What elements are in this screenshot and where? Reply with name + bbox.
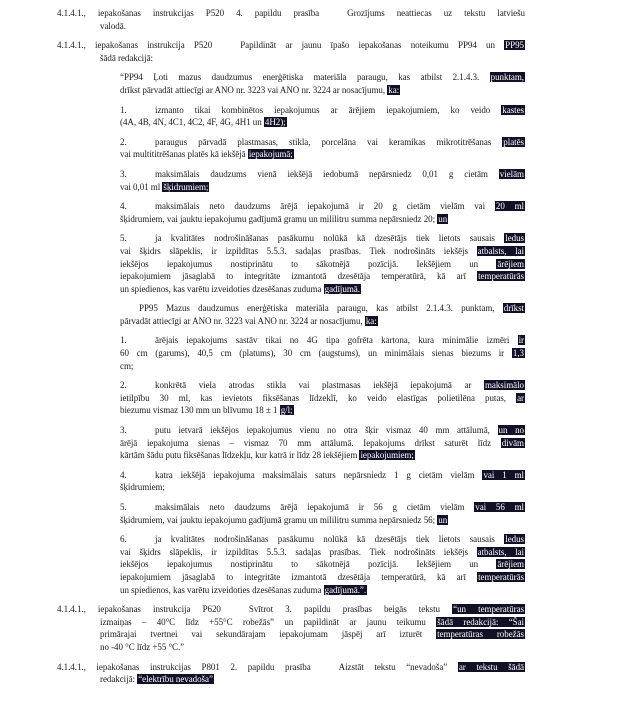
text-run: šādā redakcijā: bbox=[100, 52, 153, 63]
amendment-entry bbox=[57, 7, 525, 32]
text-run: iekšējos iepakojumus nostiprinātu to sākotnējā pozīcijā. Iekšējiem un bbox=[120, 258, 497, 269]
highlighted-text: 1,3 bbox=[512, 348, 524, 359]
highlighted-text: ārējiem bbox=[497, 559, 524, 570]
text-line bbox=[120, 104, 525, 117]
item-number: 1. bbox=[120, 104, 127, 115]
highlighted-text: ir bbox=[518, 335, 524, 346]
amendment-entry bbox=[57, 603, 525, 653]
text-line bbox=[120, 571, 525, 584]
highlighted-text: ar bbox=[517, 392, 524, 403]
text-run: Svītrot 3. papildu prasības beigās tekstu bbox=[248, 604, 453, 615]
entry-reference-label: 4.1.4.1., iepakošanas instrukcija P620 bbox=[57, 604, 221, 615]
numbered-condition-item bbox=[120, 168, 525, 193]
text-run: primārajai tvertnei vai sekundārajam iepakojumam jāspēj arī izturēt bbox=[100, 629, 437, 640]
text-run: Aizstāt tekstu “nevadoša” bbox=[338, 661, 458, 672]
text-run: biezumu vismaz 130 mm un blīvumu 18 ± 1 bbox=[120, 405, 280, 416]
highlighted-text: vai 1 ml bbox=[483, 469, 524, 480]
document-body bbox=[57, 7, 525, 686]
text-line bbox=[120, 200, 525, 213]
text-run: ja kvalitātes nodrošināšanas pasākumu nolūkā kā dzesētājs tiek lietots sausais bbox=[155, 233, 505, 244]
text-line bbox=[100, 628, 525, 641]
text-line bbox=[120, 379, 525, 392]
text-line bbox=[120, 232, 525, 245]
highlighted-text: g/l; bbox=[280, 405, 293, 416]
text-line bbox=[120, 514, 525, 527]
text-line bbox=[100, 616, 525, 629]
text-run: un spiedienos, kas varētu izveidoties dzesēšanas zuduma bbox=[120, 283, 324, 294]
text-line bbox=[120, 116, 525, 129]
highlighted-text: iepakojumā; bbox=[248, 149, 293, 160]
highlighted-text: “elektrību nevadoša” bbox=[138, 674, 213, 685]
highlighted-text: temperatūras robežās bbox=[437, 629, 524, 640]
text-line bbox=[120, 424, 525, 437]
highlighted-text: platēs bbox=[503, 136, 524, 147]
item-number: 2. bbox=[120, 136, 127, 147]
text-run: iepakojumiem jāsaglabā to integritāte izmantotā dzesētāja temperatūrā, kā arī bbox=[120, 271, 478, 282]
text-line bbox=[120, 258, 525, 271]
text-run: vai šķidrs slāpeklis, ir izpildītas 5.5.3. sadaļas prasības. Tiek nodrošināts iekšējs bbox=[120, 245, 477, 256]
text-run: paraugus pārvadā plastmasas, stikla, porcelāna vai keramikas mikrotitrēšanas bbox=[155, 136, 503, 147]
item-number: 3. bbox=[120, 168, 127, 179]
text-line bbox=[120, 449, 525, 462]
text-line bbox=[120, 558, 525, 571]
text-run: Grozījums neattiecas uz tekstu latviešu bbox=[347, 8, 525, 18]
text-line bbox=[120, 136, 525, 149]
text-run: no -40 °C līdz +55 °C.” bbox=[100, 641, 185, 652]
highlighted-text: atbalsts, lai bbox=[477, 245, 524, 256]
text-run: izmaiņas – 40°C līdz +55°C robežās” un papildināt ar jaunu teikumu bbox=[100, 616, 437, 627]
text-run: Papildināt ar jaunu īpašo iepakošanas noteikumu PP94 un bbox=[240, 40, 505, 51]
highlighted-text: maksimālo bbox=[484, 380, 524, 391]
text-line bbox=[120, 213, 525, 226]
text-line bbox=[120, 168, 525, 181]
text-line bbox=[120, 546, 525, 559]
text-line bbox=[57, 39, 525, 52]
item-number: 5. bbox=[120, 233, 127, 244]
text-run: putu ietvarā iekšējos iepakojumus vienu no otra šķir vismaz 40 mm attālumā, bbox=[155, 425, 498, 436]
highlighted-text: atbalsts, lai bbox=[477, 546, 524, 557]
text-run: maksimālais neto daudzums ārējā iepakojumā ir 20 g cietām vielām vai bbox=[155, 201, 495, 212]
entry-reference-label: 4.1.4.1., iepakošanas instrukcijas P801 2. papildu prasība bbox=[57, 661, 311, 672]
text-run: redakcijā: bbox=[100, 674, 138, 685]
highlighted-text: ledus bbox=[505, 233, 524, 244]
highlighted-text: PP95 bbox=[505, 40, 524, 51]
highlighted-text: divām bbox=[501, 437, 524, 448]
text-run: (4A, 4B, 4N, 4C1, 4C2, 4F, 4G, 4H1 un bbox=[120, 117, 264, 128]
numbered-condition-item bbox=[120, 501, 525, 526]
text-run: “PP94 Ļoti mazus daudzumus enerģētiska materiāla paraugu, kas atbilst 2.1.4.3. bbox=[120, 72, 490, 83]
text-run: vai 0,01 ml bbox=[120, 181, 163, 192]
text-run: vai šķidrs slāpeklis, ir izpildītas 5.5.3. sadaļas prasības. Tiek nodrošināts iekšējs bbox=[120, 546, 477, 557]
item-number: 4. bbox=[120, 201, 127, 212]
text-run: vai multititrēšanas platēs kā iekšējā bbox=[120, 149, 248, 160]
highlighted-text: drīkst bbox=[503, 303, 524, 314]
amendment-entry bbox=[57, 39, 525, 64]
highlighted-text: gadījumā.”. bbox=[324, 584, 367, 595]
text-line bbox=[120, 245, 525, 258]
text-line bbox=[120, 315, 525, 328]
text-run: ietilpību 30 ml, kas ievietots fiksēšanas līdzeklī, ko veido elastīgas polietilēna putas, bbox=[120, 392, 517, 403]
highlighted-text: “un temperatūras bbox=[453, 604, 524, 615]
text-run: katra iekšējā iepakojuma maksimālais saturs nepārsniedz 1 g cietām vielām bbox=[155, 469, 483, 480]
highlighted-text: 4H2); bbox=[264, 117, 286, 128]
text-run: iekšējos iepakojumus nostiprinātu to sākotnējā pozīcijā. Iekšējiem un bbox=[120, 559, 497, 570]
highlighted-text: šādā redakcijā: “Šai bbox=[437, 616, 524, 627]
text-line bbox=[57, 603, 525, 616]
highlighted-text: ārējiem bbox=[497, 258, 524, 269]
quoted-provision-paragraph bbox=[120, 71, 525, 96]
highlighted-text: un no bbox=[498, 425, 524, 436]
item-number: 5. bbox=[120, 502, 127, 512]
numbered-condition-item bbox=[120, 232, 525, 295]
quoted-provision-paragraph bbox=[120, 302, 525, 327]
text-line bbox=[120, 501, 525, 514]
numbered-condition-item bbox=[120, 533, 525, 596]
text-line bbox=[120, 360, 525, 373]
text-run: izmanto tikai kombinētos iepakojumus ar ārējiem iepakojumiem, ko veido bbox=[155, 104, 502, 115]
text-run: 60 cm (garums), 40,5 cm (platums), 30 cm (augstums), un minimālais sienas biezums ir bbox=[120, 348, 512, 359]
text-run: konkrētā viela atrodas stikla vai plastmasas iekšējā iepakojumā ar bbox=[155, 380, 484, 391]
item-number: 1. bbox=[120, 335, 127, 346]
text-line bbox=[120, 347, 525, 360]
text-line bbox=[120, 437, 525, 450]
amendment-entry bbox=[57, 661, 525, 686]
text-line bbox=[120, 481, 525, 494]
highlighted-text: gadījumā. bbox=[324, 283, 360, 294]
text-line bbox=[100, 20, 525, 33]
text-line bbox=[57, 7, 525, 20]
text-run: šķidrumiem; bbox=[120, 482, 165, 493]
text-run: valodā. bbox=[100, 20, 126, 31]
highlighted-text: šķidrumiem; bbox=[163, 181, 209, 192]
numbered-condition-item bbox=[120, 200, 525, 225]
highlighted-text: kastes bbox=[502, 104, 524, 115]
text-line bbox=[120, 334, 525, 347]
highlighted-text: un bbox=[438, 514, 448, 525]
highlighted-text: vielām bbox=[499, 168, 524, 179]
text-run: šķidrumiem, vai jauktu iepakojumu gadījumā gramu un mililitru summa nepārsniedz 20; bbox=[120, 213, 438, 224]
text-line bbox=[120, 404, 525, 417]
text-line bbox=[120, 181, 525, 194]
text-run: drīkst pārvadāt attiecīgi ar ANO nr. 3223 vai ANO nr. 3224 ar nosacījumu, bbox=[120, 84, 388, 95]
text-run: pārvadāt attiecīgi ar ANO nr. 3223 vai ANO nr. 3224 ar nosacījumu, bbox=[120, 315, 365, 326]
text-line bbox=[120, 584, 525, 597]
text-run: ārējais iepakojums sastāv tikai no 4G tipa gofrēta kartona, kura minimālie izmēri bbox=[155, 335, 518, 346]
text-line bbox=[120, 148, 525, 161]
highlighted-text: un bbox=[438, 213, 448, 224]
highlighted-text: punktam, bbox=[490, 72, 524, 83]
text-run: šķidrumiem, vai jauktu iepakojumu gadījumā gramu un mililitru summa nepārsniedz 56; bbox=[120, 514, 438, 525]
text-run: un spiedienos, kas varētu izveidoties dzesēšanas zuduma bbox=[120, 584, 324, 595]
highlighted-text: ka: bbox=[388, 84, 400, 95]
numbered-condition-item bbox=[120, 469, 525, 494]
item-number: 2. bbox=[120, 380, 127, 391]
text-line bbox=[100, 52, 525, 65]
text-run: PP95 Mazus daudzumus enerģētiska materiāla paraugu, kas atbilst 2.1.4.3. punktam, bbox=[139, 303, 503, 314]
highlighted-text: ar tekstu šādā bbox=[458, 661, 524, 672]
text-run: kārtām šādu putu fiksēšanas līdzekļu, kur katrā ir līdz 28 iekšējiem bbox=[120, 450, 360, 461]
text-line bbox=[120, 71, 525, 84]
item-number: 4. bbox=[120, 469, 127, 480]
numbered-condition-item bbox=[120, 379, 525, 417]
text-line bbox=[100, 641, 525, 654]
text-line bbox=[100, 673, 525, 686]
text-run: maksimālais neto daudzums ārējā iepakojumā ir 56 g cietām vielām bbox=[155, 502, 475, 512]
text-run: ārējā iepakojuma sienas – vismaz 70 mm attālumā. Iepakojums drīkst saturēt līdz bbox=[120, 437, 501, 448]
item-number: 3. bbox=[120, 425, 127, 436]
highlighted-text: vai 56 ml bbox=[475, 502, 525, 512]
highlighted-text: temperatūrās bbox=[478, 571, 524, 582]
numbered-condition-item bbox=[120, 424, 525, 462]
text-line bbox=[57, 661, 525, 674]
text-line bbox=[120, 283, 525, 296]
highlighted-text: iepakojumiem; bbox=[360, 450, 414, 461]
text-run: iepakojumiem jāsaglabā to integritāte izmantotā dzesētāja temperatūrā, kā arī bbox=[120, 571, 478, 582]
entry-reference-label: 4.1.4.1., iepakošanas instrukcijas P520 4. papildu prasība bbox=[57, 8, 320, 18]
numbered-condition-item bbox=[120, 104, 525, 129]
highlighted-text: ka: bbox=[365, 315, 377, 326]
text-run: maksimālais daudzums vienā iekšējā iedobumā nepārsniedz 0,01 g cietām bbox=[155, 168, 499, 179]
entry-reference-label: 4.1.4.1., iepakošanas instrukcija P520 bbox=[57, 40, 213, 51]
numbered-condition-item bbox=[120, 334, 525, 372]
text-line bbox=[120, 392, 525, 405]
highlighted-text: 20 ml bbox=[495, 201, 524, 212]
text-line bbox=[120, 533, 525, 546]
text-line bbox=[120, 84, 525, 97]
text-run: ja kvalitātes nodrošināšanas pasākumu nolūkā kā dzesētājs tiek lietots sausais bbox=[155, 534, 505, 545]
text-run: cm; bbox=[120, 360, 134, 371]
text-line bbox=[120, 302, 525, 315]
highlighted-text: ledus bbox=[505, 534, 524, 545]
text-line bbox=[120, 270, 525, 283]
item-number: 6. bbox=[120, 534, 127, 545]
text-line bbox=[120, 469, 525, 482]
highlighted-text: temperatūrās bbox=[478, 271, 524, 282]
numbered-condition-item bbox=[120, 136, 525, 161]
